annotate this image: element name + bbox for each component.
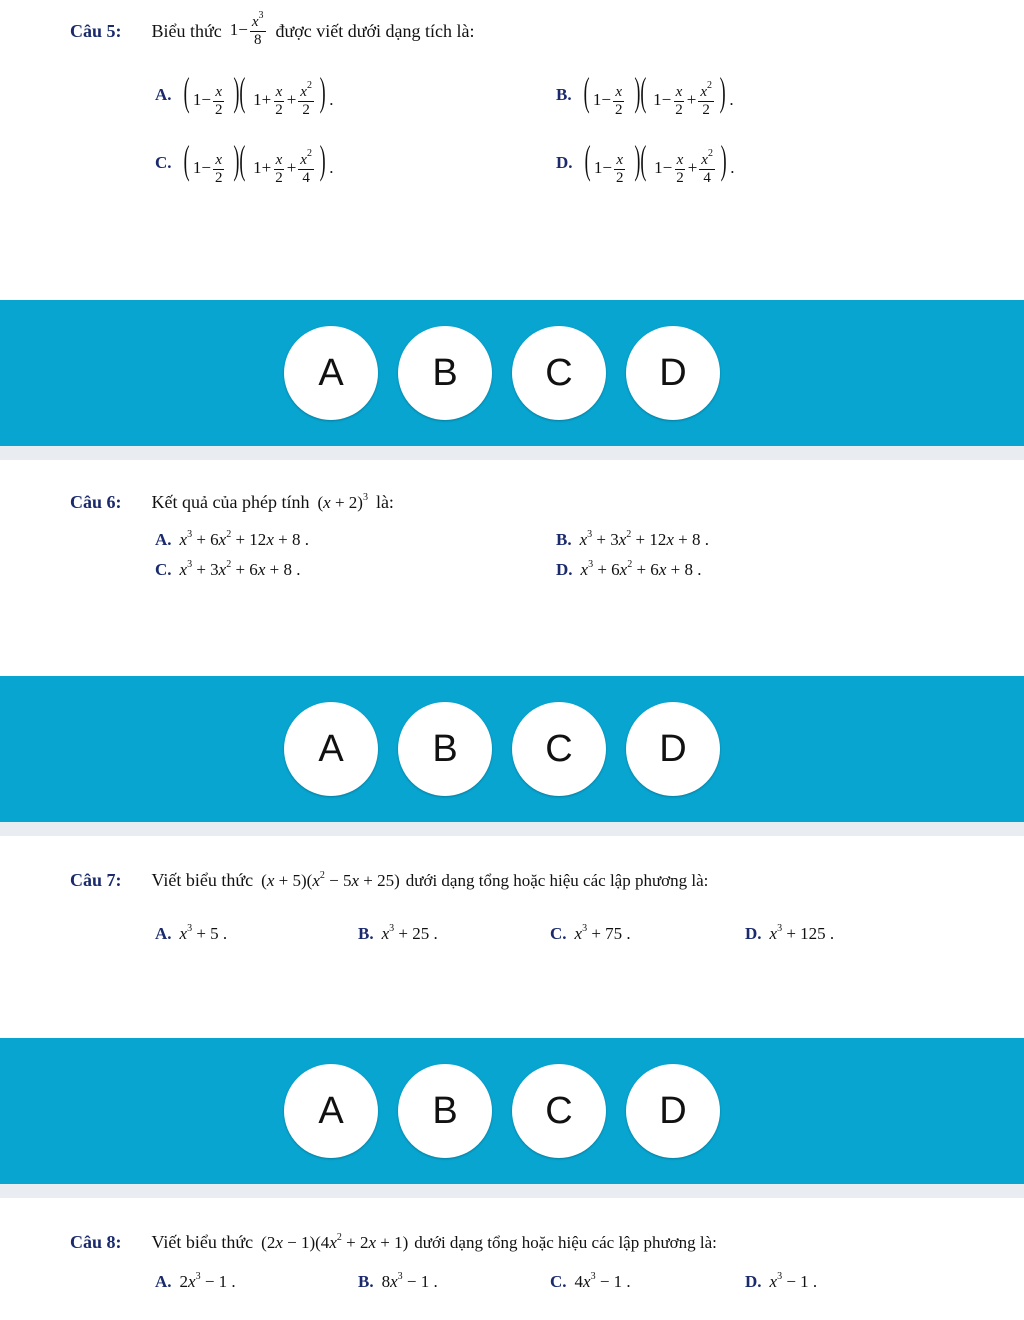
- answer-button-d[interactable]: D: [626, 702, 720, 796]
- question-5-stem: [70, 10, 475, 48]
- question-7-card: [0, 836, 1024, 1038]
- question-8-card: [0, 1198, 1024, 1320]
- option-b: B. $x^3 + 25$ .: [358, 923, 438, 943]
- option-c: C. $4x^3 - 1$ .: [550, 1271, 631, 1291]
- option-b: B. ( 1− $\frac{x}{2}$ )( 1− $\frac{x}{2}$ + $\frac{x^2}{2}$ ) .: [556, 69, 734, 118]
- answer-button-b[interactable]: B: [398, 326, 492, 420]
- math-expression: 1− $\frac{x^3}{8}$: [229, 10, 264, 48]
- answer-button-a[interactable]: A: [284, 326, 378, 420]
- answer-button-c[interactable]: C: [512, 702, 606, 796]
- question-7-stem: [70, 870, 708, 891]
- question-prompt: Viết biểu thức: [151, 1232, 254, 1252]
- question-suffix: dưới dạng tổng hoặc hiệu các lập phương là:: [405, 870, 709, 890]
- option-b: B. $8x^3 - 1$ .: [358, 1271, 438, 1291]
- answer-band-q5: [0, 300, 1024, 446]
- math-expression: $(2x - 1)(4x^2 + 2x + 1)$: [261, 1231, 409, 1252]
- question-prompt: Biểu thức: [151, 20, 222, 41]
- option-c: C. ( 1− $\frac{x}{2}$ )( 1+ $\frac{x}{2}$ + $\frac{x^2}{4}$ ) .: [155, 137, 334, 186]
- option-b: B. $x^3 + 3x^2 + 12x + 8$ .: [556, 529, 710, 549]
- option-a: A. ( 1− $\frac{x}{2}$ )( 1+ $\frac{x}{2}$ + $\frac{x^2}{2}$ ) .: [155, 69, 334, 118]
- question-prompt: Viết biểu thức: [151, 870, 254, 890]
- option-d: D. $x^3 - 1$ .: [745, 1271, 818, 1291]
- question-6-card: [0, 460, 1024, 676]
- question-8-stem: [70, 1232, 717, 1253]
- answer-button-d[interactable]: D: [626, 326, 720, 420]
- answer-button-b[interactable]: B: [398, 1064, 492, 1158]
- answer-button-c[interactable]: C: [512, 1064, 606, 1158]
- option-a: A. $2x^3 - 1$ .: [155, 1271, 236, 1291]
- answer-button-b[interactable]: B: [398, 702, 492, 796]
- question-suffix: dưới dạng tổng hoặc hiệu các lập phương là:: [414, 1232, 717, 1252]
- question-label: Câu 7:: [70, 870, 122, 890]
- option-d: D. ( 1− $\frac{x}{2}$ )( 1− $\frac{x}{2}$ + $\frac{x^2}{4}$ ) .: [556, 137, 735, 186]
- math-expression: $(x + 5)(x^2 - 5x + 25)$: [261, 869, 400, 890]
- answer-button-c[interactable]: C: [512, 326, 606, 420]
- question-label: Câu 8:: [70, 1232, 122, 1252]
- question-suffix: là:: [375, 492, 394, 512]
- option-a: A. $x^3 + 6x^2 + 12x + 8$ .: [155, 529, 309, 549]
- question-label: Câu 6:: [70, 492, 122, 512]
- question-5-card: [0, 0, 1024, 300]
- answer-band-q6: [0, 676, 1024, 822]
- math-expression: $(x + 2)^3$: [317, 491, 368, 512]
- option-d: D. $x^3 + 125$ .: [745, 923, 835, 943]
- question-suffix: được viết dưới dạng tích là:: [275, 20, 475, 41]
- answer-button-a[interactable]: A: [284, 702, 378, 796]
- answer-band-q7: [0, 1038, 1024, 1184]
- question-prompt: Kết quả của phép tính: [151, 492, 310, 512]
- question-label: Câu 5:: [70, 20, 122, 41]
- option-a: A. $x^3 + 5$ .: [155, 923, 228, 943]
- option-c: C. $x^3 + 3x^2 + 6x + 8$ .: [155, 559, 301, 579]
- answer-button-a[interactable]: A: [284, 1064, 378, 1158]
- answer-button-d[interactable]: D: [626, 1064, 720, 1158]
- option-d: D. $x^3 + 6x^2 + 6x + 8$ .: [556, 559, 702, 579]
- option-c: C. $x^3 + 75$ .: [550, 923, 631, 943]
- question-6-stem: [70, 492, 394, 513]
